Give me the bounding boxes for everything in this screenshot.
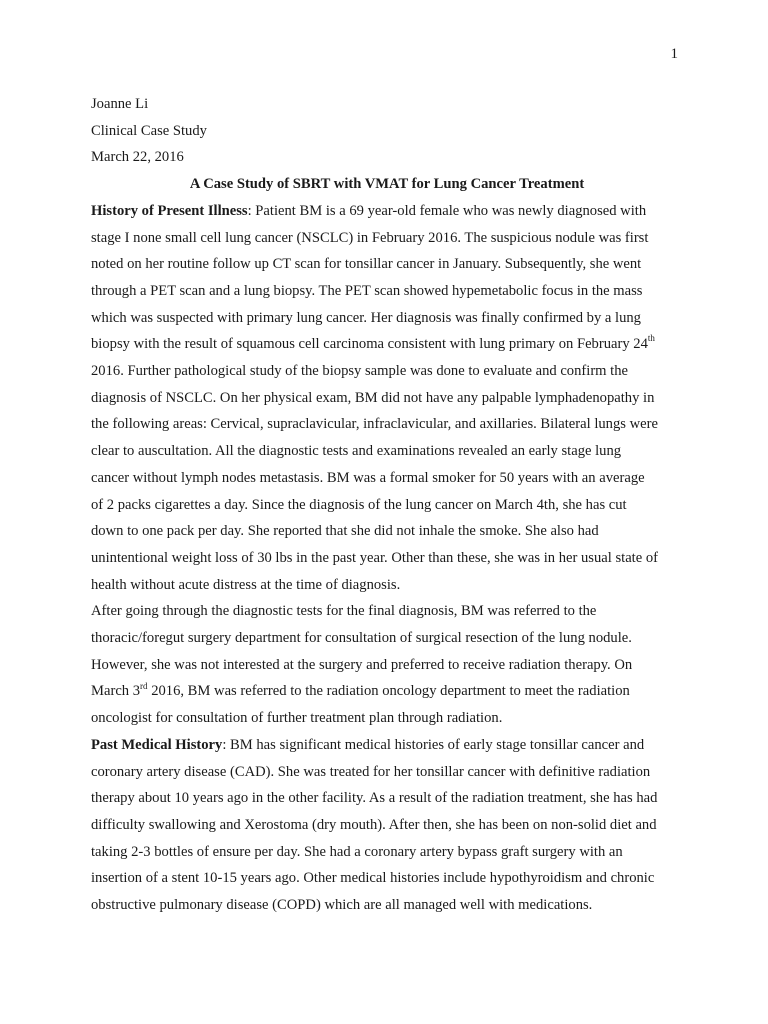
course-name: Clinical Case Study — [91, 122, 207, 139]
document-title: A Case Study of SBRT with VMAT for Lung Cancer Treatment — [189, 176, 585, 193]
referral-line: However, she was not interested at the surgery and preferred to receive radiation therapy. On — [91, 656, 633, 673]
hpi-heading: History of Present Illness — [91, 202, 248, 219]
pmh-line-text: : BM has significant medical histories of early stage tonsillar cancer and — [222, 736, 645, 753]
referral-line — [91, 678, 683, 705]
pmh-line: therapy about 10 years ago in the other facility. As a result of the radiation treatment, she has had — [91, 790, 658, 807]
hpi-line: which was suspected with primary lung cancer. Her diagnosis was finally confirmed by a lung — [91, 309, 641, 326]
document-body — [91, 91, 683, 919]
pmh-line — [91, 732, 683, 759]
document-date: March 22, 2016 — [91, 149, 184, 166]
referral-line: thoracic/foregut surgery department for consultation of surgical resection of the lung nodule. — [91, 630, 632, 647]
pmh-line: obstructive pulmonary disease (COPD) which are all managed well with medications. — [91, 897, 593, 914]
hpi-line: of 2 packs cigarettes a day. Since the diagnosis of the lung cancer on March 4th, she has cut — [91, 496, 627, 513]
hpi-line: down to one pack per day. She reported that she did not inhale the smoke. She also had — [91, 523, 599, 540]
referral-line: After going through the diagnostic tests for the final diagnosis, BM was referred to the — [91, 603, 597, 620]
hpi-line: noted on her routine follow up CT scan for tonsillar cancer in January. Subsequently, she went — [91, 256, 642, 273]
author-name: Joanne Li — [91, 96, 149, 112]
hpi-line: cancer without lymph nodes metastasis. BM was a formal smoker for 50 years with an average — [91, 469, 645, 486]
hpi-line: the following areas: Cervical, supraclavicular, infraclavicular, and axillaries. Bilateral lungs were — [91, 416, 658, 433]
hpi-line — [91, 331, 683, 358]
hpi-line-text: biopsy with the result of squamous cell carcinoma consistent with lung primary on February 24 — [91, 336, 648, 353]
superscript-th: th — [647, 333, 655, 344]
hpi-line — [91, 198, 683, 225]
pmh-heading: Past Medical History — [91, 736, 223, 753]
hpi-line: through a PET scan and a lung biopsy. The PET scan showed hypemetabolic focus in the mass — [91, 282, 643, 299]
hpi-line: 2016. Further pathological study of the biopsy sample was done to evaluate and confirm the — [91, 363, 629, 380]
pmh-line: coronary artery disease (CAD). She was treated for her tonsillar cancer with definitive radiation — [91, 763, 651, 780]
hpi-line: clear to auscultation. All the diagnostic tests and examinations revealed an early stage lung — [91, 443, 622, 460]
hpi-line: diagnosis of NSCLC. On her physical exam, BM did not have any palpable lymphadenopathy in — [91, 389, 655, 406]
hpi-line: stage I none small cell lung cancer (NSCLC) in February 2016. The suspicious nodule was first — [91, 229, 649, 246]
referral-line: oncologist for consultation of further treatment plan through radiation. — [91, 710, 503, 727]
pmh-line: taking 2-3 bottles of ensure per day. She had a coronary artery bypass graft surgery with an — [91, 843, 623, 860]
hpi-line: unintentional weight loss of 30 lbs in the past year. Other than these, she was in her usual state of — [91, 549, 659, 566]
hpi-line-text: : Patient BM is a 69 year-old female who was newly diagnosed with — [247, 202, 647, 219]
referral-line-text: 2016, BM was referred to the radiation oncology department to meet the radiation — [147, 683, 630, 700]
superscript-rd: rd — [140, 680, 148, 691]
page-number: 1 — [670, 46, 678, 62]
pmh-line: difficulty swallowing and Xerostoma (dry mouth). After then, she has been on non-solid diet and — [91, 816, 657, 833]
pmh-line: insertion of a stent 10-15 years ago. Other medical histories include hypothyroidism and chronic — [91, 870, 655, 887]
referral-line-text: March 3 — [91, 683, 141, 700]
hpi-line: health without acute distress at the time of diagnosis. — [91, 576, 401, 593]
